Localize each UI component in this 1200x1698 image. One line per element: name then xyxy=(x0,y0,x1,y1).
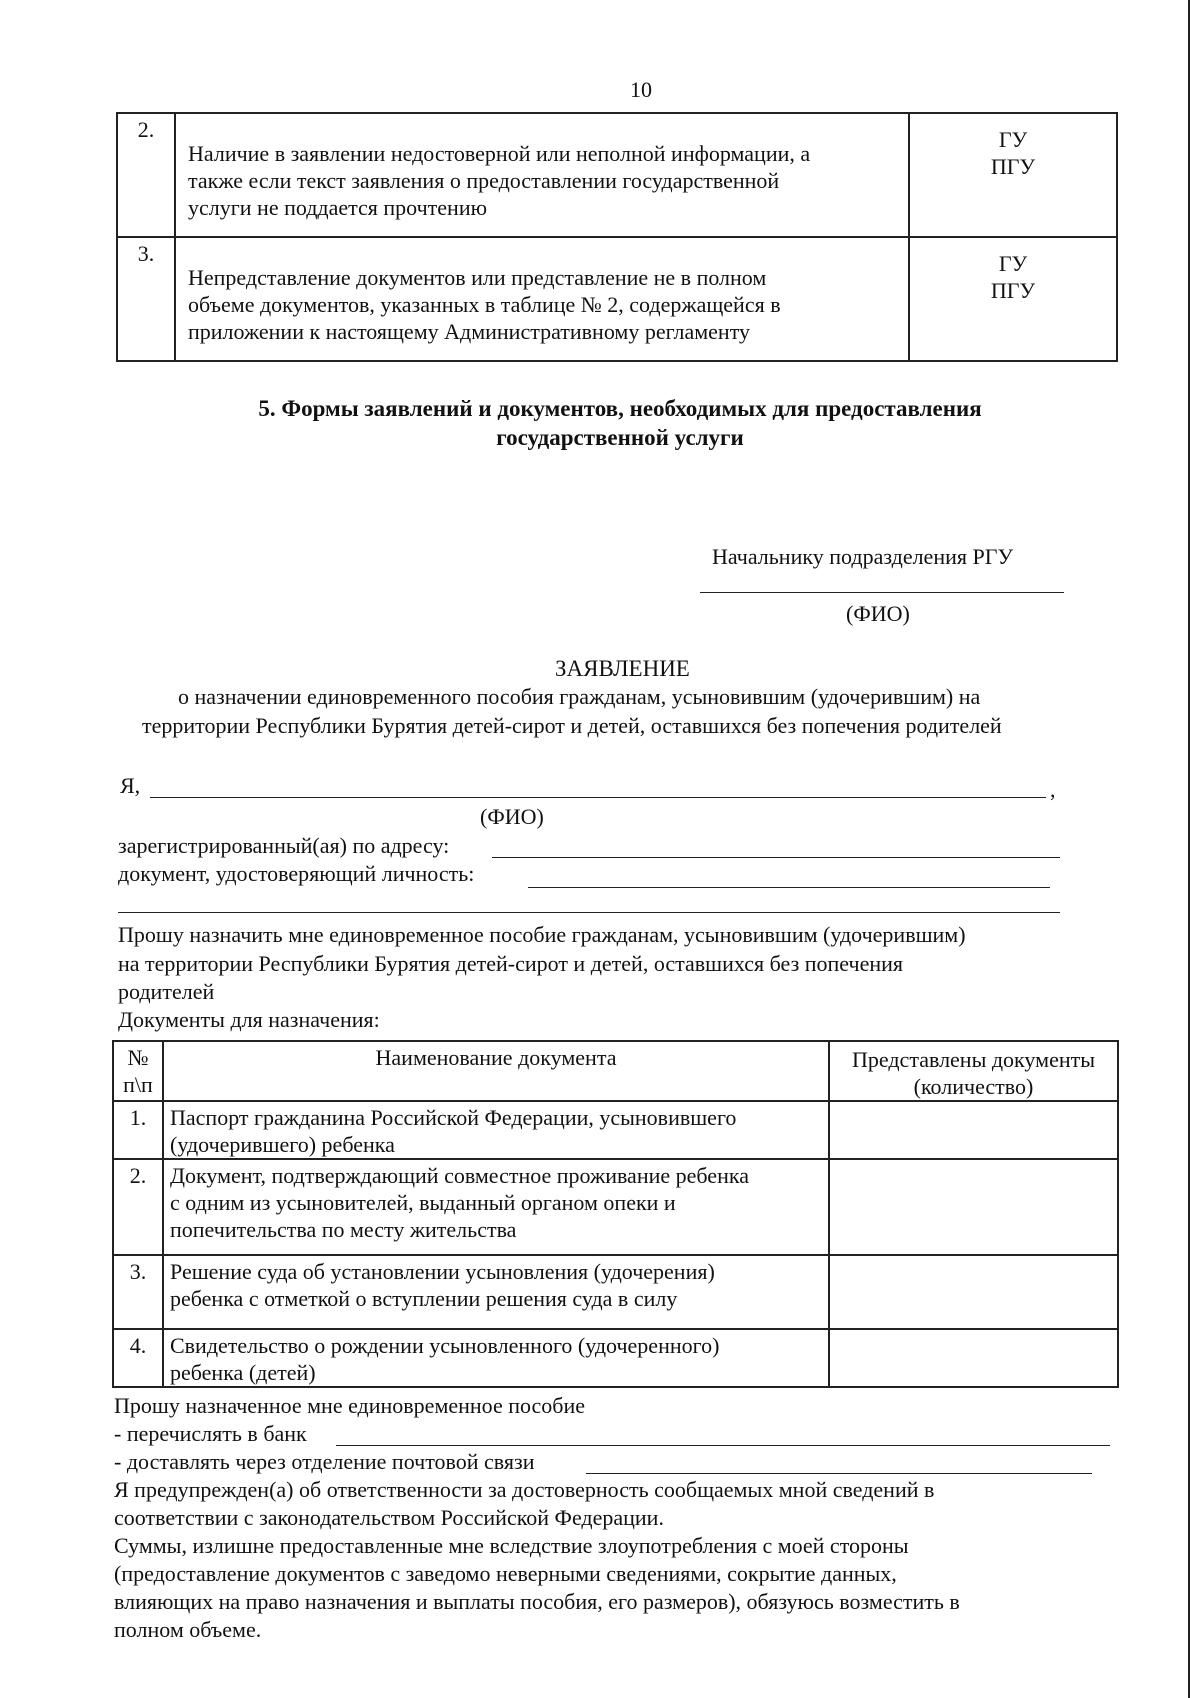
table-row xyxy=(117,113,1117,237)
application-title: ЗАЯВЛЕНИЕ xyxy=(555,656,690,681)
warning-line-3: Суммы, излишне предоставленные мне вследствие злоупотребления с моей стороны xyxy=(114,1533,909,1558)
request-line-2: на территории Республики Бурятия детей-сирот и детей, оставшихся без попечения xyxy=(118,951,904,976)
row-document: Свидетельство о рождении усыновленного (удочеренного) ребенка (детей) xyxy=(163,1329,829,1387)
address-label: зарегистрированный(ая) по адресу: xyxy=(118,833,450,858)
row-number: 1. xyxy=(113,1101,163,1159)
row-count-cell[interactable] xyxy=(829,1159,1118,1255)
row-number: 3. xyxy=(113,1255,163,1329)
table-row xyxy=(113,1101,1118,1159)
row-document: Решение суда об установлении усыновления (удочерения) ребенка с отметкой о вступлении решения суда в силу xyxy=(163,1255,829,1329)
row-responsible: ГУ ПГУ xyxy=(909,113,1117,237)
bank-line[interactable] xyxy=(336,1445,1110,1446)
row-count-cell[interactable] xyxy=(829,1255,1118,1329)
id-document-label: документ, удостоверяющий личность: xyxy=(118,861,475,886)
table-row xyxy=(117,237,1117,361)
applicant-fio-line[interactable] xyxy=(150,797,1046,798)
application-subtitle-2: территории Республики Бурятия детей-сирот и детей, оставшихся без попечения родителей xyxy=(142,713,1002,738)
post-office-line[interactable] xyxy=(586,1473,1092,1474)
row-number: 2. xyxy=(113,1159,163,1255)
docs-label: Документы для назначения: xyxy=(118,1007,380,1032)
fio-comma: , xyxy=(1050,777,1056,802)
row-document: Документ, подтверждающий совместное проживание ребенка с одним из усыновителей, выданный органом опеки и попечительства по месту жительства xyxy=(163,1159,829,1255)
row-document: Паспорт гражданина Российской Федерации, усыновившего (удочерившего) ребенка xyxy=(163,1101,829,1159)
section-title: 5. Формы заявлений и документов, необходимых для предоставления государственной услуги xyxy=(258,396,982,450)
row-count-cell[interactable] xyxy=(829,1329,1118,1387)
request-line-3: родителей xyxy=(118,979,215,1004)
applicant-fio-caption: (ФИО) xyxy=(480,804,544,829)
table-row xyxy=(113,1255,1118,1329)
page-edge xyxy=(1188,0,1190,1698)
warning-line-1: Я предупрежден(а) об ответственности за достоверность сообщаемых мной сведений в xyxy=(114,1477,935,1502)
table-row xyxy=(113,1159,1118,1255)
payment-bank-label: - перечислять в банк xyxy=(114,1421,307,1446)
row-text: Непредставление документов или представление не в полном объеме документов, указанных в таблице № 2, содержащейся в приложении к настоящему Административному регламенту xyxy=(175,237,909,361)
row-responsible: ГУ ПГУ xyxy=(909,237,1117,361)
row-text: Наличие в заявлении недостоверной или неполной информации, а также если текст заявления о предоставлении государственной услуги не поддается прочтению xyxy=(175,113,909,237)
warning-line-6: полном объеме. xyxy=(114,1617,262,1642)
addressee-fio-caption: (ФИО) xyxy=(846,601,910,626)
row-count-cell[interactable] xyxy=(829,1101,1118,1159)
ya-label: Я, xyxy=(120,773,141,798)
warning-line-2: соответствии с законодательством Российской Федерации. xyxy=(114,1505,664,1530)
warning-line-5: влияющих на право назначения и выплаты пособия, его размеров), обязуюсь возместить в xyxy=(114,1589,960,1614)
header-count: Представлены документы (количество) xyxy=(829,1041,1118,1101)
header-name: Наименование документа xyxy=(163,1041,829,1101)
payment-intro: Прошу назначенное мне единовременное пособие xyxy=(114,1393,586,1418)
application-subtitle-1: о назначении единовременного пособия гражданам, усыновившим (удочерившим) на xyxy=(178,684,981,709)
row-number: 4. xyxy=(113,1329,163,1387)
refusal-grounds-table xyxy=(116,112,1118,362)
addressee-label: Начальнику подразделения РГУ xyxy=(712,544,1014,569)
id-document-line-2[interactable] xyxy=(118,912,1060,913)
payment-post-label: - доставлять через отделение почтовой связи xyxy=(114,1449,535,1474)
row-number: 2. xyxy=(117,113,175,237)
documents-table xyxy=(112,1040,1119,1388)
id-document-line[interactable] xyxy=(528,887,1050,888)
request-line-1: Прошу назначить мне единовременное пособие гражданам, усыновившим (удочерившим) xyxy=(118,922,966,947)
warning-line-4: (предоставление документов с заведомо неверными сведениями, сокрытие данных, xyxy=(114,1561,897,1586)
address-line[interactable] xyxy=(492,857,1060,858)
addressee-fio-line[interactable] xyxy=(700,592,1064,593)
row-number: 3. xyxy=(117,237,175,361)
header-number: № п\п xyxy=(113,1041,163,1101)
table-row xyxy=(113,1329,1118,1387)
table-header-row xyxy=(113,1041,1118,1101)
page-number: 10 xyxy=(630,77,652,102)
